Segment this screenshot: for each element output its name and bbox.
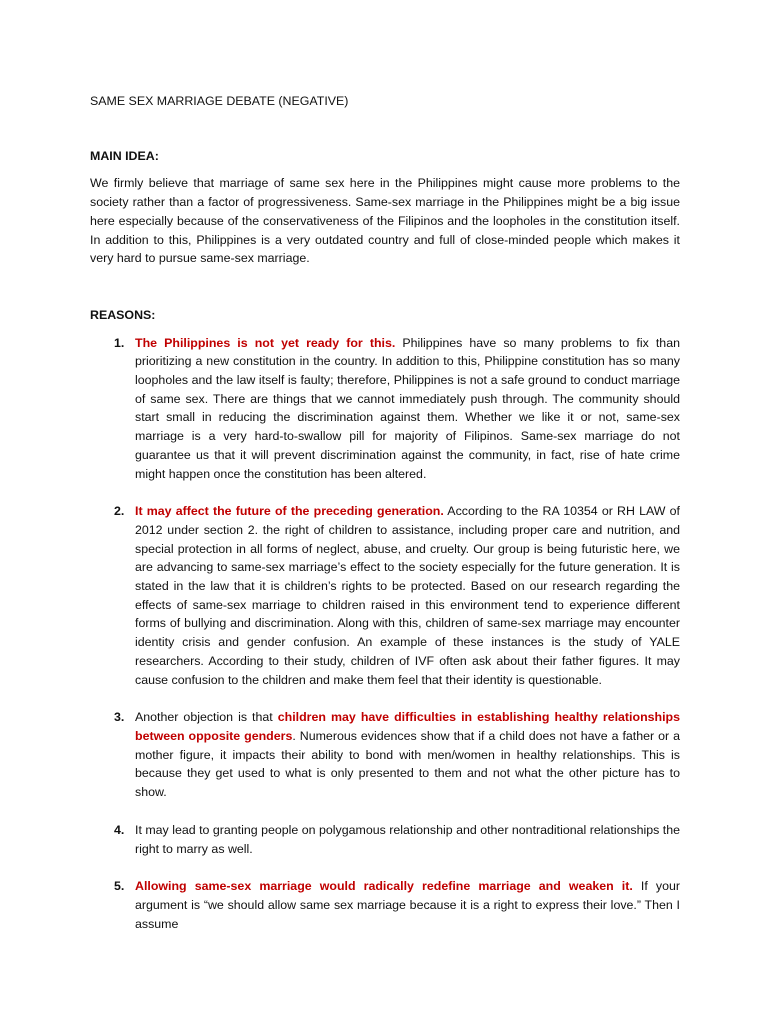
- reason-number: 3.: [114, 710, 125, 725]
- main-idea-paragraph: We firmly believe that marriage of same sex here in the Philippines might cause more problems to the society rather than a factor of progressiveness. Same-sex marriage in the Philippines might be a big issue here especially because of the conservativeness of the Filipinos and the loopholes in the constitution itself. In addition to this, Philippines is a very outdated country and full of close-minded people which makes it very hard to pursue same-sex marriage.: [90, 176, 680, 266]
- reason-item: [90, 502, 680, 689]
- reason-text-after: According to the RA 10354 or RH LAW of 2012 under section 2. the right of children to assistance, including proper care and nutrition, and special protection in all forms of neglect, abuse, and cruelty. Our group is being futuristic here, we are advancing to same-sex marriage’s effect to the society especially for the future generation. It is stated in the law that it is children’s rights to be protected. Based on our research regarding the effects of same-sex marriage to children raised in this environment tend to experience different forms of bullying and discrimination. Along with this, children of same-sex marriage may encounter identity crisis and gender confusion. An example of these instances is the study of YALE researchers. According to their study, children of IVF often ask about their father figures. It may cause confusion to the children and make them feel that their identity is questionable.: [135, 504, 680, 687]
- reason-text-after: Philippines have so many problems to fix than prioritizing a new constitution in the country. In addition to this, Philippine constitution has so many loopholes and the law itself is faulty; therefore, Philippines is not a safe ground to conduct marriage of same sex. There are things that we cannot immediately push through. The community should start small in reducing the discrimination against them. Whether we like it or not, same-sex marriage is a very hard-to-swallow pill for majority of Filipinos. Same-sex marriage do not guarantee us that it will prevent discrimination against the community, in fact, rise of hate crime might happen once the constitution has been altered.: [135, 335, 680, 481]
- reason-number: 5.: [114, 879, 125, 894]
- reason-highlight: Allowing same-sex marriage would radically redefine marriage and weaken it.: [135, 879, 633, 894]
- main-idea-heading: MAIN IDEA:: [90, 148, 159, 163]
- reason-highlight: It may affect the future of the preceding generation.: [135, 504, 444, 519]
- reason-text-after: . Numerous evidences show that if a child does not have a father or a mother figure, it impacts their ability to bond with men/women in healthy relationships. This is because they get used to what is only presented to them and not what the other picture has to show.: [135, 728, 680, 800]
- reason-item: [90, 708, 680, 802]
- reason-item: [90, 821, 680, 858]
- reason-number: 1.: [114, 335, 125, 350]
- reason-highlight: The Philippines is not yet ready for this.: [135, 335, 396, 350]
- reason-item: [90, 334, 680, 484]
- reason-highlight: children may have difficulties in establishing healthy relationships between opposite genders: [135, 710, 681, 743]
- reason-text-after: If your argument is “we should allow same sex marriage because it is a right to express their love.” Then I assume: [135, 879, 680, 931]
- reason-number: 4.: [114, 822, 125, 837]
- reasons-heading: REASONS:: [90, 307, 156, 322]
- reason-text-before: It may lead to granting people on polygamous relationship and other nontraditional relationships the right to marry as well.: [135, 822, 680, 856]
- reasons-list: [90, 334, 680, 934]
- reason-item: [90, 877, 680, 933]
- document-title: SAME SEX MARRIAGE DEBATE (NEGATIVE): [90, 94, 349, 108]
- document-page: [90, 92, 680, 952]
- reason-number: 2.: [114, 504, 125, 519]
- reason-text-before: Another objection is that: [135, 710, 278, 725]
